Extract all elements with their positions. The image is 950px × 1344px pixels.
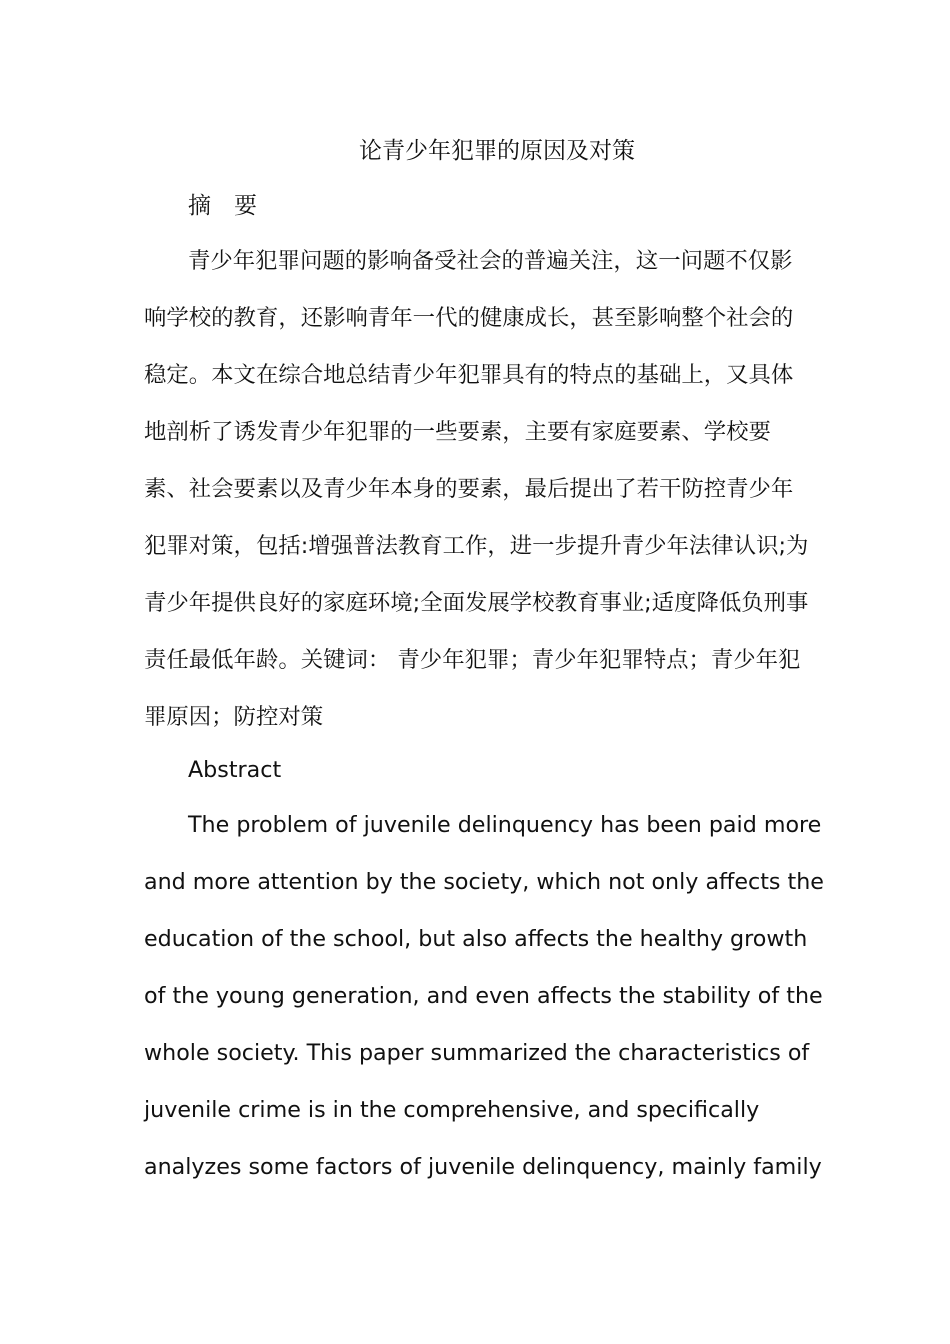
abstract-heading-zh: 摘 要 xyxy=(188,193,257,219)
abstract-en-line: of the young generation, and even affects the stability of the xyxy=(144,983,823,1009)
abstract-zh-line: 素、社会要素以及青少年本身的要素，最后提出了若干防控青少年 xyxy=(144,476,794,502)
abstract-zh-line: 响学校的教育，还影响青年一代的健康成长，甚至影响整个社会的 xyxy=(144,305,794,331)
abstract-zh-line: 稳定。本文在综合地总结青少年犯罪具有的特点的基础上，又具体 xyxy=(144,362,794,388)
document-title: 论青少年犯罪的原因及对策 xyxy=(359,138,635,164)
abstract-zh-line: 青少年犯罪问题的影响备受社会的普遍关注，这一问题不仅影 xyxy=(188,248,793,274)
abstract-en-line: and more attention by the society, which not only affects the xyxy=(144,869,824,895)
abstract-en-line: education of the school, but also affects the healthy growth xyxy=(144,926,808,952)
abstract-en-line: juvenile crime is in the comprehensive, and specifically xyxy=(144,1097,760,1123)
abstract-zh-line: 犯罪对策，包括:增强普法教育工作，进一步提升青少年法律认识;为 xyxy=(144,533,809,559)
abstract-zh-line: 责任最低年龄。关键词： 青少年犯罪；青少年犯罪特点；青少年犯 xyxy=(144,647,801,673)
abstract-en-line: analyzes some factors of juvenile delinquency, mainly family xyxy=(144,1154,822,1180)
abstract-zh-line: 地剖析了诱发青少年犯罪的一些要素，主要有家庭要素、学校要 xyxy=(144,419,771,445)
abstract-zh-line: 罪原因；防控对策 xyxy=(144,704,324,730)
abstract-en-line: whole society. This paper summarized the characteristics of xyxy=(144,1040,810,1066)
abstract-zh-line: 青少年提供良好的家庭环境;全面发展学校教育事业;适度降低负刑事 xyxy=(144,590,809,616)
abstract-heading-en: Abstract xyxy=(188,757,282,783)
abstract-en-line: The problem of juvenile delinquency has been paid more xyxy=(188,812,822,838)
